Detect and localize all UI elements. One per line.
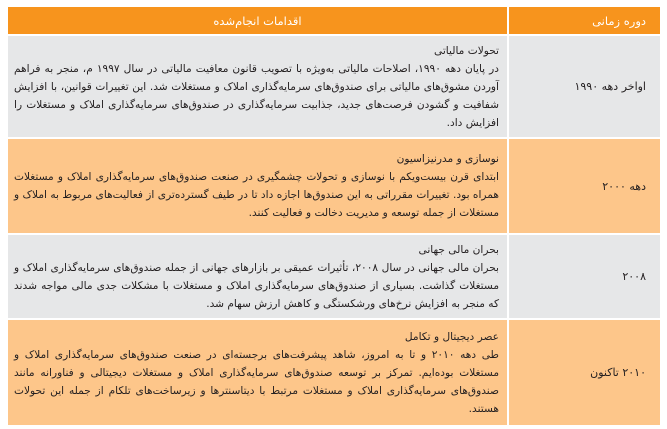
table-header-row — [7, 6, 661, 35]
action-title: تحولات مالیاتی — [434, 44, 499, 57]
table-row — [7, 319, 661, 426]
table-row — [7, 234, 661, 319]
actions-cell — [7, 234, 508, 319]
header-actions: اقدامات انجام‌شده — [7, 6, 508, 35]
table-row — [7, 35, 661, 138]
table-row — [7, 138, 661, 234]
actions-cell — [7, 138, 508, 234]
actions-cell — [7, 319, 508, 426]
action-body: طی دهه ۲۰۱۰ و تا به امروز، شاهد پیشرفت‌های برجسته‌ای در صنعت صندوق‌های سرمایه‌گذاری املاک و مستغلات بوده‌ایم. تمرکز بر توسعه صندوق‌های سرمایه‌گذاری املاک و مستغلات دیجیتالی و فناورانه مانند صندوق‌های سرمایه‌گذاری املاک و مستغلات مرتبط با دیتاسنترها و زیرساخت‌های تلکام از جمله این تحولات هستند. — [14, 348, 499, 415]
period-cell: ۲۰۱۰ تاکنون — [508, 319, 661, 426]
action-title: عصر دیجیتال و تکامل — [404, 330, 499, 343]
header-period: دوره زمانی — [508, 6, 661, 35]
period-cell: دهه ۲۰۰۰ — [508, 138, 661, 234]
action-title: نوسازی و مدرنیزاسیون — [396, 153, 499, 165]
action-body: ابتدای قرن بیست‌ویکم با نوسازی و تحولات چشمگیری در صنعت صندوق‌های سرمایه‌گذاری املاک و مستغلات همراه بود. تغییرات مقرراتی به این صندوق‌ها اجازه داد تا در طیف گسترده‌تری از فعالیت‌های مربوط به املاک و مستغلات از جمله توسعه و مدیریت دخالت و فعالیت کنند. — [14, 171, 499, 219]
action-title: بحران مالی جهانی — [418, 243, 499, 256]
action-body: در پایان دهه ۱۹۹۰، اصلاحات مالیاتی به‌ویژه با تصویب قانون معافیت مالیاتی در سال ۱۹۹۷ م، منجر به فراهم آوردن مشوق‌های مالیاتی برای صندوق‌های سرمایه‌گذاری املاک و مستغلات شد. این تغییرات قوانین، با افزایش شفافیت و گشودن فرصت‌های جدید، جذابیت سرمایه‌گذاری در صندوق‌های سرمایه‌گذاری املاک و مستغلات را افزایش داد. — [14, 62, 499, 129]
timeline-table — [6, 5, 662, 427]
period-cell: ۲۰۰۸ — [508, 234, 661, 319]
actions-cell — [7, 35, 508, 138]
action-body: بحران مالی جهانی در سال ۲۰۰۸، تأثیرات عمیقی بر بازارهای جهانی از جمله صندوق‌های سرمایه‌گذاری املاک و مستغلات گذاشت. بسیاری از صندوق‌های سرمایه‌گذاری املاک و مستغلات با مشکلات جدی مالی مواجه شدند که منجر به افزایش نرخ‌های ورشکستگی و کاهش ارزش سهام شد. — [14, 261, 499, 310]
period-cell: اواخر دهه ۱۹۹۰ — [508, 35, 661, 138]
